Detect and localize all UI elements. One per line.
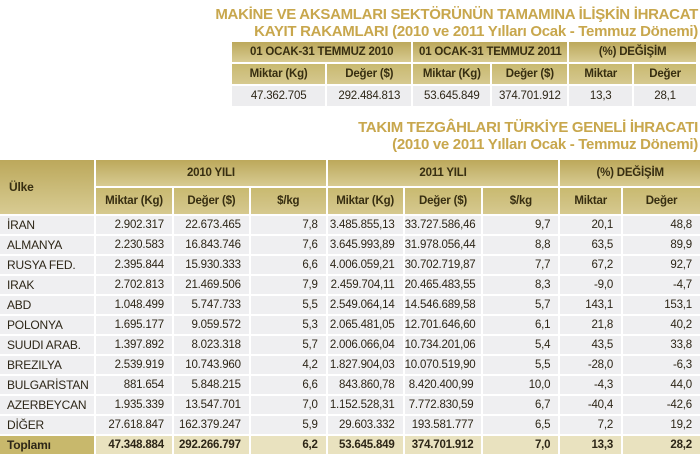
table-cell: 43,5 [560,336,621,354]
table1-subheader-cell: Değer ($) [492,64,567,84]
table-cell: 3.645.993,89 [328,236,403,254]
table-cell: 5,5 [483,356,558,374]
table-cell: 10,0 [483,376,558,394]
table-row [0,216,700,234]
total-cell: 7,0 [483,436,558,454]
table2-group-2011: 2011 YILI [328,160,559,186]
table-cell: 1.827.904,03 [328,356,403,374]
table-cell: 9.059.572 [174,316,249,334]
table-cell: 5,3 [251,316,326,334]
table-cell: 7.772.830,59 [405,396,482,414]
table-cell: 2.702.813 [96,276,172,294]
total-cell: 292.266.797 [174,436,249,454]
table-cell: 7,0 [251,396,326,414]
country-cell: SUUDI ARAB. [0,336,94,354]
table-cell: 21.469.506 [174,276,249,294]
table-cell: 10.070.519,90 [405,356,482,374]
total-cell: 374.701.912 [405,436,482,454]
table2-group-header-row [0,160,700,186]
table-cell: 16.843.746 [174,236,249,254]
table-cell: 6,1 [483,316,558,334]
table-cell: 1.695.177 [96,316,172,334]
table-row [0,356,700,374]
country-column-header: Ülke [0,160,94,214]
table1-subheader-cell: Değer ($) [327,64,411,84]
table-cell: 7,6 [251,236,326,254]
table-cell: 5.747.733 [174,296,249,314]
table-cell: -9,0 [560,276,621,294]
sector-title-line2: KAYIT RAKAMLARI (2010 ve 2011 Yılları Ocak - Temmuz Dönemi) [254,23,698,40]
table-cell: 5,7 [251,336,326,354]
table-cell: 3.485.855,13 [328,216,403,234]
table1-value-cell: 47.362.705 [232,86,325,106]
machine-tools-title-line1: TAKIM TEZGÂHLARI TÜRKİYE GENELİ İHRACATI [358,119,698,136]
total-cell: 6,2 [251,436,326,454]
table-cell: 1.152.528,31 [328,396,403,414]
table-cell: 92,7 [623,256,700,274]
table-cell: -40,4 [560,396,621,414]
country-export-table [0,158,700,456]
table-cell: 89,9 [623,236,700,254]
table-cell: 14.546.689,58 [405,296,482,314]
table-row [0,256,700,274]
table-cell: 5.848.215 [174,376,249,394]
table-cell: 1.048.499 [96,296,172,314]
table-cell: 2.549.064,14 [328,296,403,314]
table-cell: 40,2 [623,316,700,334]
table-cell: 48,8 [623,216,700,234]
table-cell: 15.930.333 [174,256,249,274]
table2-subheader-cell: Değer ($) [174,188,249,214]
table-cell: 5,4 [483,336,558,354]
table-cell: 12.701.646,60 [405,316,482,334]
table-cell: -28,0 [560,356,621,374]
table-cell: 9,7 [483,216,558,234]
table1-subheader-cell: Miktar (Kg) [232,64,325,84]
country-cell: POLONYA [0,316,94,334]
table-cell: 193.581.777 [405,416,482,434]
table-cell: 4,2 [251,356,326,374]
table-cell: 8.420.400,99 [405,376,482,394]
table-cell: 27.618.847 [96,416,172,434]
table-row [0,276,700,294]
table-cell: 10.734.201,06 [405,336,482,354]
table-cell: 162.379.247 [174,416,249,434]
table-cell: 1.935.339 [96,396,172,414]
table-cell: 10.743.960 [174,356,249,374]
table-cell: 4.006.059,21 [328,256,403,274]
table-cell: 31.978.056,44 [405,236,482,254]
country-cell: AZERBEYCAN [0,396,94,414]
table1-value-cell: 292.484.813 [327,86,411,106]
table1-subheader-cell: Miktar (Kg) [413,64,490,84]
table2-subheader-cell: Değer ($) [405,188,482,214]
table-cell: 1.397.892 [96,336,172,354]
table-cell: 30.702.719,87 [405,256,482,274]
table1-group-2010: 01 OCAK-31 TEMMUZ 2010 [232,42,411,62]
table-cell: 5,9 [251,416,326,434]
table2-subheader-cell: Miktar [560,188,621,214]
table1-subheader-cell: Miktar [569,64,632,84]
table-cell: 2.230.583 [96,236,172,254]
sector-table-title [0,0,700,40]
table2-sub-header-row [0,188,700,214]
table2-group-2010: 2010 YILI [96,160,326,186]
country-cell: DİĞER [0,416,94,434]
table-row [0,296,700,314]
table-row [0,376,700,394]
table-cell: 2.065.481,05 [328,316,403,334]
table1-sub-header-row [232,64,696,84]
table-cell: 153,1 [623,296,700,314]
table-cell: -42,6 [623,396,700,414]
table-cell: 6,6 [251,256,326,274]
table-row [0,316,700,334]
table-cell: 8,8 [483,236,558,254]
table-cell: 29.603.332 [328,416,403,434]
table-cell: -6,3 [623,356,700,374]
table-cell: 2.395.844 [96,256,172,274]
sector-title-line1: MAKİNE VE AKSAMLARI SEKTÖRÜNÜN TAMAMINA İLİŞKİN İHRACAT [215,6,698,23]
country-cell: İRAN [0,216,94,234]
table-cell: 13.547.701 [174,396,249,414]
table1-value-cell: 28,1 [634,86,696,106]
table-cell: 881.654 [96,376,172,394]
table-cell: 63,5 [560,236,621,254]
table-cell: 143,1 [560,296,621,314]
total-row [0,436,700,454]
table-row [0,336,700,354]
table-cell: 22.673.465 [174,216,249,234]
table1-value-cell: 13,3 [569,86,632,106]
table-cell: 33,8 [623,336,700,354]
table-cell: 5,7 [483,296,558,314]
country-cell: BULGARİSTAN [0,376,94,394]
table2-subheader-cell: Miktar (Kg) [328,188,403,214]
table1-value-cell: 374.701.912 [492,86,567,106]
country-cell: BREZILYA [0,356,94,374]
total-cell: 53.645.849 [328,436,403,454]
table1-value-row [232,86,696,106]
country-cell: IRAK [0,276,94,294]
table2-subheader-cell: Değer [623,188,700,214]
table-cell: 6,6 [251,376,326,394]
table1-value-cell: 53.645.849 [413,86,490,106]
country-cell: ALMANYA [0,236,94,254]
total-label-cell: Toplamı [0,436,94,454]
table-cell: 6,5 [483,416,558,434]
table-cell: 21,8 [560,316,621,334]
table-cell: 5,5 [251,296,326,314]
table-cell: 2.902.317 [96,216,172,234]
table-cell: 2.459.704,11 [328,276,403,294]
table-row [0,236,700,254]
table-cell: 6,7 [483,396,558,414]
table1-subheader-cell: Değer [634,64,696,84]
table-cell: 20,1 [560,216,621,234]
table-cell: -4,3 [560,376,621,394]
table-cell: 7,7 [483,256,558,274]
machine-tools-table-title [0,108,700,158]
total-cell: 47.348.884 [96,436,172,454]
table-cell: 7,9 [251,276,326,294]
total-cell: 13,3 [560,436,621,454]
country-cell: ABD [0,296,94,314]
total-cell: 28,2 [623,436,700,454]
sector-summary-table [230,40,698,108]
table1-group-change: (%) DEĞİŞİM [569,42,696,62]
table-row [0,396,700,414]
table-cell: 7,8 [251,216,326,234]
country-cell: RUSYA FED. [0,256,94,274]
table-cell: 2.539.919 [96,356,172,374]
table1-group-header-row [232,42,696,62]
table2-subheader-cell: $/kg [251,188,326,214]
table-cell: 843.860,78 [328,376,403,394]
table-row [0,416,700,434]
table-cell: 20.465.483,55 [405,276,482,294]
table-cell: 33.727.586,46 [405,216,482,234]
table2-subheader-cell: Miktar (Kg) [96,188,172,214]
table-cell: 44,0 [623,376,700,394]
table1-group-2011: 01 OCAK-31 TEMMUZ 2011 [413,42,567,62]
table-cell: 8,3 [483,276,558,294]
table-cell: 67,2 [560,256,621,274]
machine-tools-title-line2: (2010 ve 2011 Yılları Ocak - Temmuz Dönemi) [392,136,698,153]
table-cell: 2.006.066,04 [328,336,403,354]
table-cell: 7,2 [560,416,621,434]
table2-group-change: (%) DEĞİŞİM [560,160,700,186]
table2-subheader-cell: $/kg [483,188,558,214]
table-cell: 19,2 [623,416,700,434]
table-cell: -4,7 [623,276,700,294]
table-cell: 8.023.318 [174,336,249,354]
